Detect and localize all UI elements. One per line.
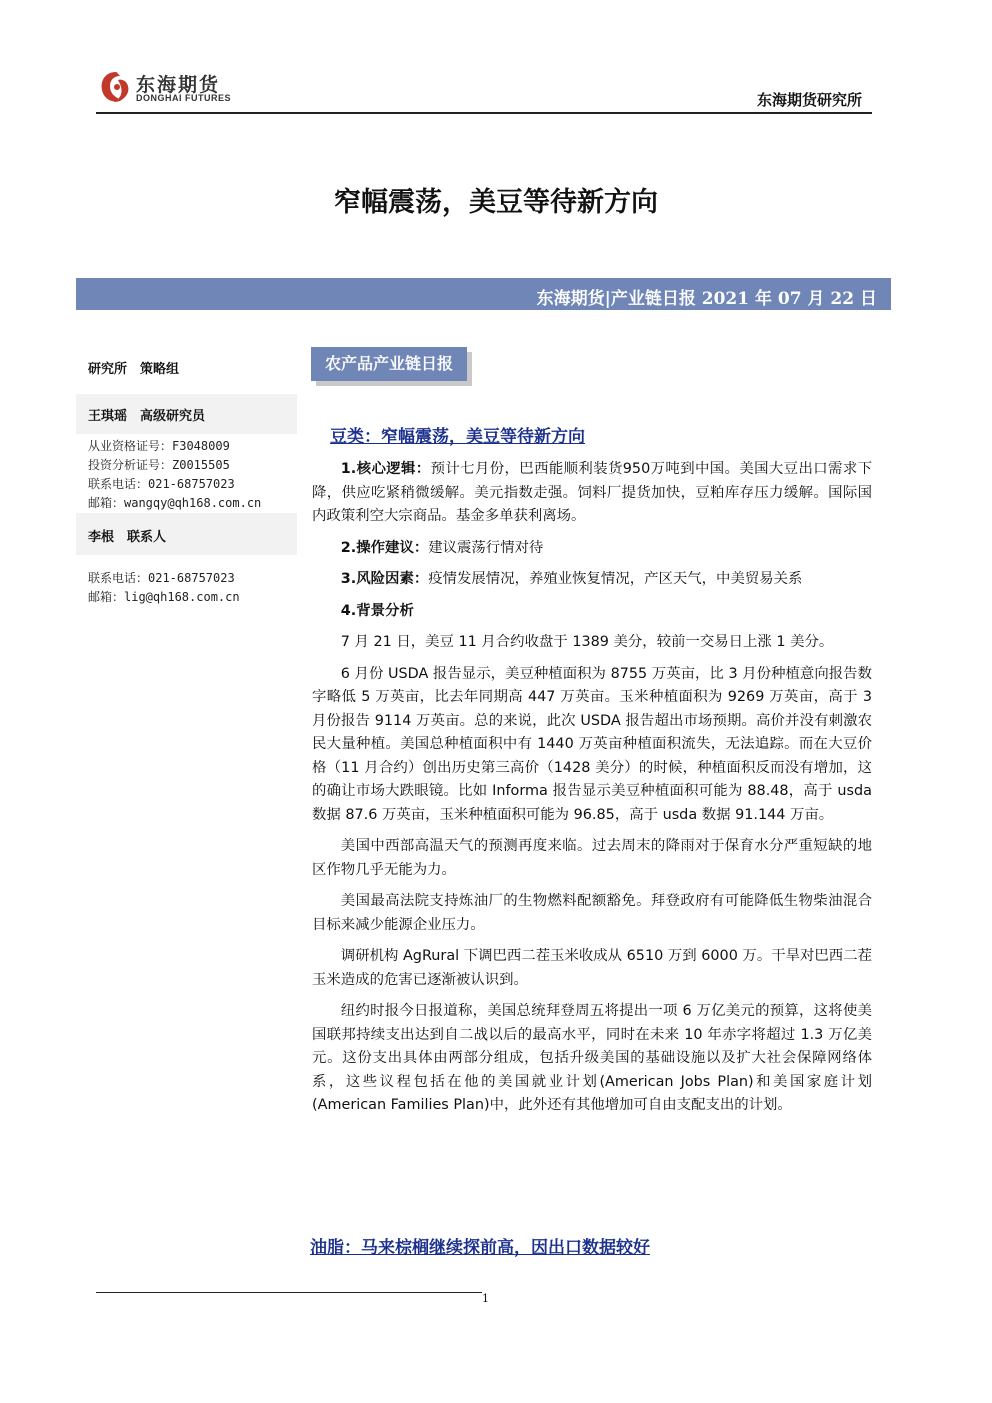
body-paragraph: 7 月 21 日，美豆 11 月合约收盘于 1389 美分，较前一交易日上涨 1 美分。 xyxy=(340,634,834,650)
analyst1-name: 王琪瑶 高级研究员 xyxy=(88,409,206,424)
key-point-label: 4.背景分析 xyxy=(340,602,414,619)
footer-divider xyxy=(96,1292,482,1293)
section-label: 农产品产业链日报 xyxy=(311,347,467,381)
key-point-text: 建议震荡行情对待 xyxy=(428,539,544,556)
dept-label: 研究所 策略组 xyxy=(88,362,180,377)
analyst1-cert: 从业资格证号：F3048009 xyxy=(88,439,230,453)
analyst1-email[interactable]: 邮箱：wangqy@qh168.com.cn xyxy=(88,496,262,510)
banner-text: 东海期货|产业链日报 2021 年 07 月 22 日 xyxy=(536,289,877,309)
analyst1-phone: 联系电话：021-68757023 xyxy=(88,477,235,491)
analyst1-header xyxy=(76,394,297,434)
donghai-logo-icon xyxy=(96,68,136,108)
key-point-label: 3.风险因素： xyxy=(340,571,429,587)
key-point-label: 2.操作建议： xyxy=(340,539,429,556)
report-banner xyxy=(76,278,891,310)
key-point-text: 疫情发展情况，养殖业恢复情况，产区天气，中美贸易关系 xyxy=(428,571,803,587)
subsection-heading-oils[interactable]: 油脂：马来棕榈继续探前高，因出口数据较好 xyxy=(310,1238,650,1258)
analyst2-details xyxy=(76,569,297,607)
key-point-background xyxy=(312,600,872,624)
key-point-risk xyxy=(312,568,872,592)
institute-name: 东海期货研究所 xyxy=(756,91,862,109)
key-point-label: 1.核心逻辑： xyxy=(340,461,431,477)
body-paragraph: 美国中西部高温天气的预测再度来临。过去周末的降雨对于保育水分严重短缺的地区作物几乎无能为力。 xyxy=(312,838,872,878)
subsection-heading-beans[interactable]: 豆类：窄幅震荡，美豆等待新方向 xyxy=(330,427,585,447)
page-number: 1 xyxy=(482,1292,489,1305)
analyst2-email[interactable]: 邮箱：lig@qh168.com.cn xyxy=(88,590,240,604)
report-body xyxy=(312,458,872,1126)
analyst1-details xyxy=(76,437,297,513)
body-paragraph: 纽约时报今日报道称，美国总统拜登周五将提出一项 6 万亿美元的预算，这将使美国联邦持续支出达到自二战以后的最高水平，同时在未来 10 年赤字将超过 1.3 万亿美元。这份支出具体由两部分组成，包括升级美国的基础设施以及扩大社会保障网络体系，这些议程包括在他的美国就业计划(American Jobs Plan)和美国家庭计划(American Families Plan)中，此外还有其他增加可自由支配支出的计划。 xyxy=(312,1003,872,1113)
key-point-text: 预计七月份，巴西能顺利装货950万吨到中国。美国大豆出口需求下降，供应吃紧稍微缓解。美元指数走强。饲料厂提货加快，豆粕库存压力缓解。国际国内政策利空大宗商品。基金多单获利离场。 xyxy=(312,461,872,524)
analyst2-header xyxy=(76,513,297,555)
body-paragraph: 6 月份 USDA 报告显示，美豆种植面积为 8755 万英亩，比 3 月份种植意向报告数字略低 5 万英亩，比去年同期高 447 万英亩。玉米种植面积为 9269 万英亩，高于 3 月份报告 9114 万英亩。总的来说，此次 USDA 报告超出市场预期。高价并没有刺激农民大量种植。美国总种植面积中有 1440 万英亩种植面积流失，无法追踪。而在大豆价格（11 月合约）创出历史第三高价（1428 美分）的时候，种植面积反而没有增加，这的确让市场大跌眼镜。比如 Informa 报告显示美豆种植面积可能为 88.48，高于 usda 数据 87.6 万英亩，玉米种植面积可能为 96.85，高于 usda 数据 91.144 万亩。 xyxy=(312,665,872,823)
logo-text-en: DONGHAI FUTURES xyxy=(136,93,231,103)
key-point-logic xyxy=(312,458,872,529)
body-paragraph: 调研机构 AgRural 下调巴西二茬玉米收成从 6510 万到 6000 万。干旱对巴西二茬玉米造成的危害已逐渐被认识到。 xyxy=(312,948,872,988)
analyst1-invest-cert: 投资分析证号：Z0015505 xyxy=(88,458,230,472)
body-paragraph: 美国最高法院支持炼油厂的生物燃料配额豁免。拜登政府有可能降低生物柴油混合目标来减少能源企业压力。 xyxy=(312,893,872,933)
key-point-advice xyxy=(312,537,872,561)
logo-text-cn: 东海期货 xyxy=(136,74,221,96)
sidebar-dept xyxy=(76,358,297,377)
header-divider xyxy=(96,112,872,114)
analyst2-name: 李根 联系人 xyxy=(88,530,167,545)
page-title: 窄幅震荡，美豆等待新方向 xyxy=(334,187,658,218)
analyst2-phone: 联系电话：021-68757023 xyxy=(88,571,235,585)
